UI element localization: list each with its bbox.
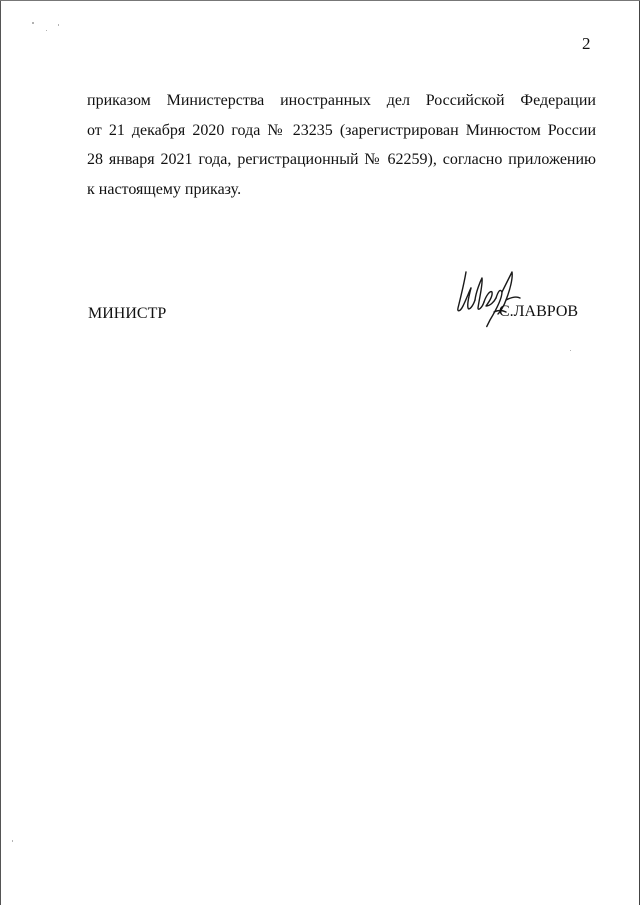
scan-speck (46, 30, 47, 31)
body-line-2: от 21 декабря 2020 года № 23235 (зарегистрирован Минюстом России (87, 122, 596, 139)
scan-speck (58, 24, 59, 26)
scan-edge-top (0, 0, 640, 1)
signatory-position: МИНИСТР (88, 305, 167, 322)
body-line-1: приказом Министерства иностранных дел Российской Федерации (87, 92, 596, 109)
page-number: 2 (582, 34, 591, 53)
scan-speck (570, 350, 571, 351)
scan-edge-left (0, 0, 1, 905)
scan-speck (32, 22, 34, 24)
handwritten-signature (452, 262, 534, 334)
scan-speck (12, 840, 13, 842)
signatory-name: С.ЛАВРОВ (499, 303, 579, 320)
body-line-3: 28 января 2021 года, регистрационный № 62259), согласно приложению (87, 151, 596, 168)
body-line-4: к настоящему приказу. (87, 181, 242, 198)
